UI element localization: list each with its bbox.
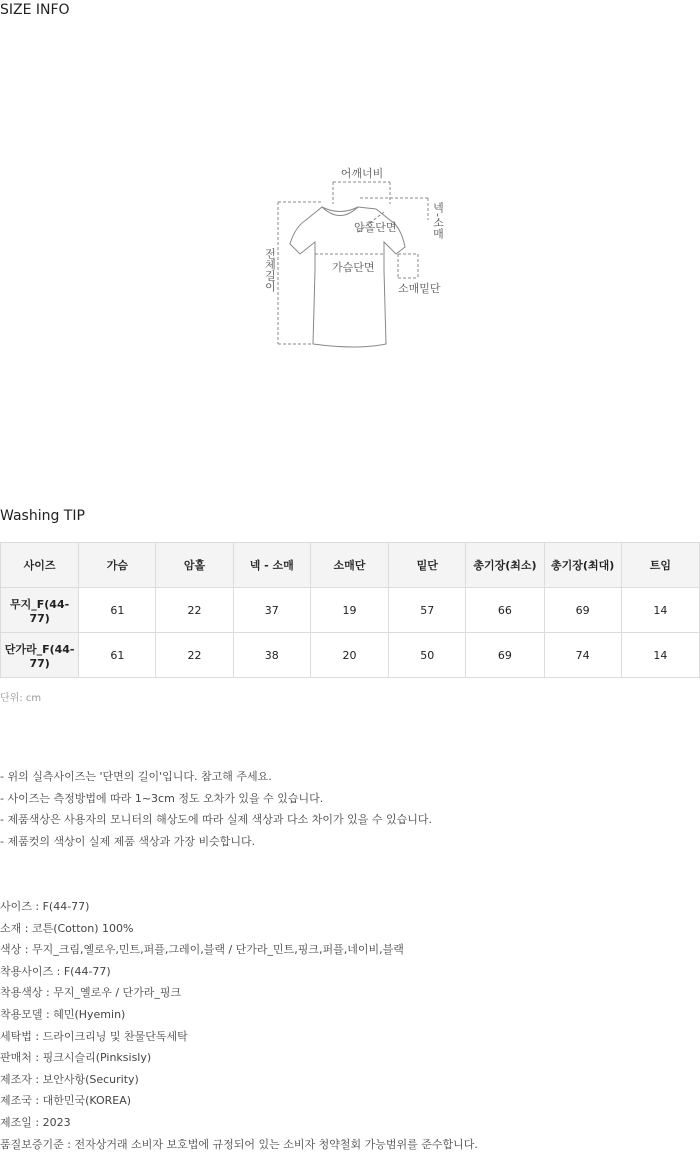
size-table	[0, 542, 700, 678]
table-cell: 22	[156, 633, 233, 678]
list-item: 판매처 : 핑크시슬리(Pinksisly)	[0, 1051, 152, 1065]
sleeve-hem-label: 소매밑단	[398, 282, 441, 295]
size-info-heading: SIZE INFO	[0, 2, 70, 18]
list-item: - 제품컷의 색상이 실제 제품 색상과 가장 비슷합니다.	[0, 834, 256, 848]
header-cell: 총기장(최소)	[466, 543, 544, 588]
list-item: 색상 : 무지_크림,옐로우,민트,퍼플,그레이,블랙 / 단가라_민트,핑크,퍼플,네이비,블랙	[0, 943, 404, 957]
table-cell: 14	[621, 633, 699, 678]
washing-tip-heading: Washing TIP	[0, 508, 85, 524]
list-item: 착용사이즈 : F(44-77)	[0, 964, 111, 978]
size-table-header-row	[1, 543, 700, 588]
header-cell: 가슴	[79, 543, 156, 588]
header-cell: 암홀	[156, 543, 233, 588]
table-cell: 74	[544, 633, 621, 678]
product-info-list	[0, 896, 478, 1155]
list-item: 착용색상 : 무지_옐로우 / 단가라_핑크	[0, 986, 182, 1000]
table-cell: 61	[79, 588, 156, 633]
neck-sleeve-label: 넥-소매	[431, 202, 445, 239]
list-item: 제조일 : 2023	[0, 1115, 71, 1129]
table-cell: 61	[79, 633, 156, 678]
header-cell: 밑단	[389, 543, 466, 588]
table-cell: 57	[389, 588, 466, 633]
list-item: 세탁법 : 드라이크리닝 및 찬물단독세탁	[0, 1029, 188, 1043]
list-item: 제조자 : 보안사항(Security)	[0, 1072, 139, 1086]
chest-label: 가슴단면	[332, 261, 375, 274]
table-cell: 66	[466, 588, 544, 633]
size-notes-list	[0, 766, 432, 852]
header-cell: 사이즈	[1, 543, 79, 588]
table-cell: 38	[233, 633, 310, 678]
table-cell: 69	[466, 633, 544, 678]
table-cell: 19	[310, 588, 388, 633]
row-size-name: 단가라_F(44-77)	[1, 633, 79, 678]
total-length-label: 전체길이	[263, 248, 277, 292]
table-cell: 20	[310, 633, 388, 678]
armhole-label: 암홀단면	[354, 221, 397, 234]
shoulder-width-label: 어깨너비	[340, 167, 384, 180]
table-row	[1, 633, 700, 678]
list-item: - 사이즈는 측정방법에 따라 1~3cm 정도 오차가 있을 수 있습니다.	[0, 791, 324, 805]
table-row	[1, 588, 700, 633]
table-cell: 22	[156, 588, 233, 633]
list-item: - 제품색상은 사용자의 모니터의 해상도에 따라 실제 색상과 다소 차이가 있을 수 있습니다.	[0, 813, 432, 826]
table-cell: 50	[389, 633, 466, 678]
row-size-name: 무지_F(44-77)	[1, 588, 79, 633]
table-cell: 14	[621, 588, 699, 633]
table-cell: 69	[544, 588, 621, 633]
list-item: - 위의 실측사이즈는 '단면의 길이'입니다. 참고해 주세요.	[0, 770, 272, 783]
header-cell: 트임	[621, 543, 699, 588]
list-item: 제조국 : 대한민국(KOREA)	[0, 1094, 132, 1108]
header-cell: 총기장(최대)	[544, 543, 621, 588]
list-item: 품질보증기준 : 전자상거래 소비자 보호법에 규정되어 있는 소비자 청약철회 가능범위를 준수합니다.	[0, 1137, 478, 1151]
list-item: 소재 : 코튼(Cotton) 100%	[0, 921, 134, 935]
list-item: 착용모델 : 혜민(Hyemin)	[0, 1007, 126, 1021]
header-cell: 넥 - 소매	[233, 543, 310, 588]
table-cell: 37	[233, 588, 310, 633]
tshirt-size-diagram	[263, 162, 450, 354]
unit-note: 단위: cm	[0, 693, 42, 704]
header-cell: 소매단	[310, 543, 388, 588]
list-item: 사이즈 : F(44-77)	[0, 900, 90, 913]
